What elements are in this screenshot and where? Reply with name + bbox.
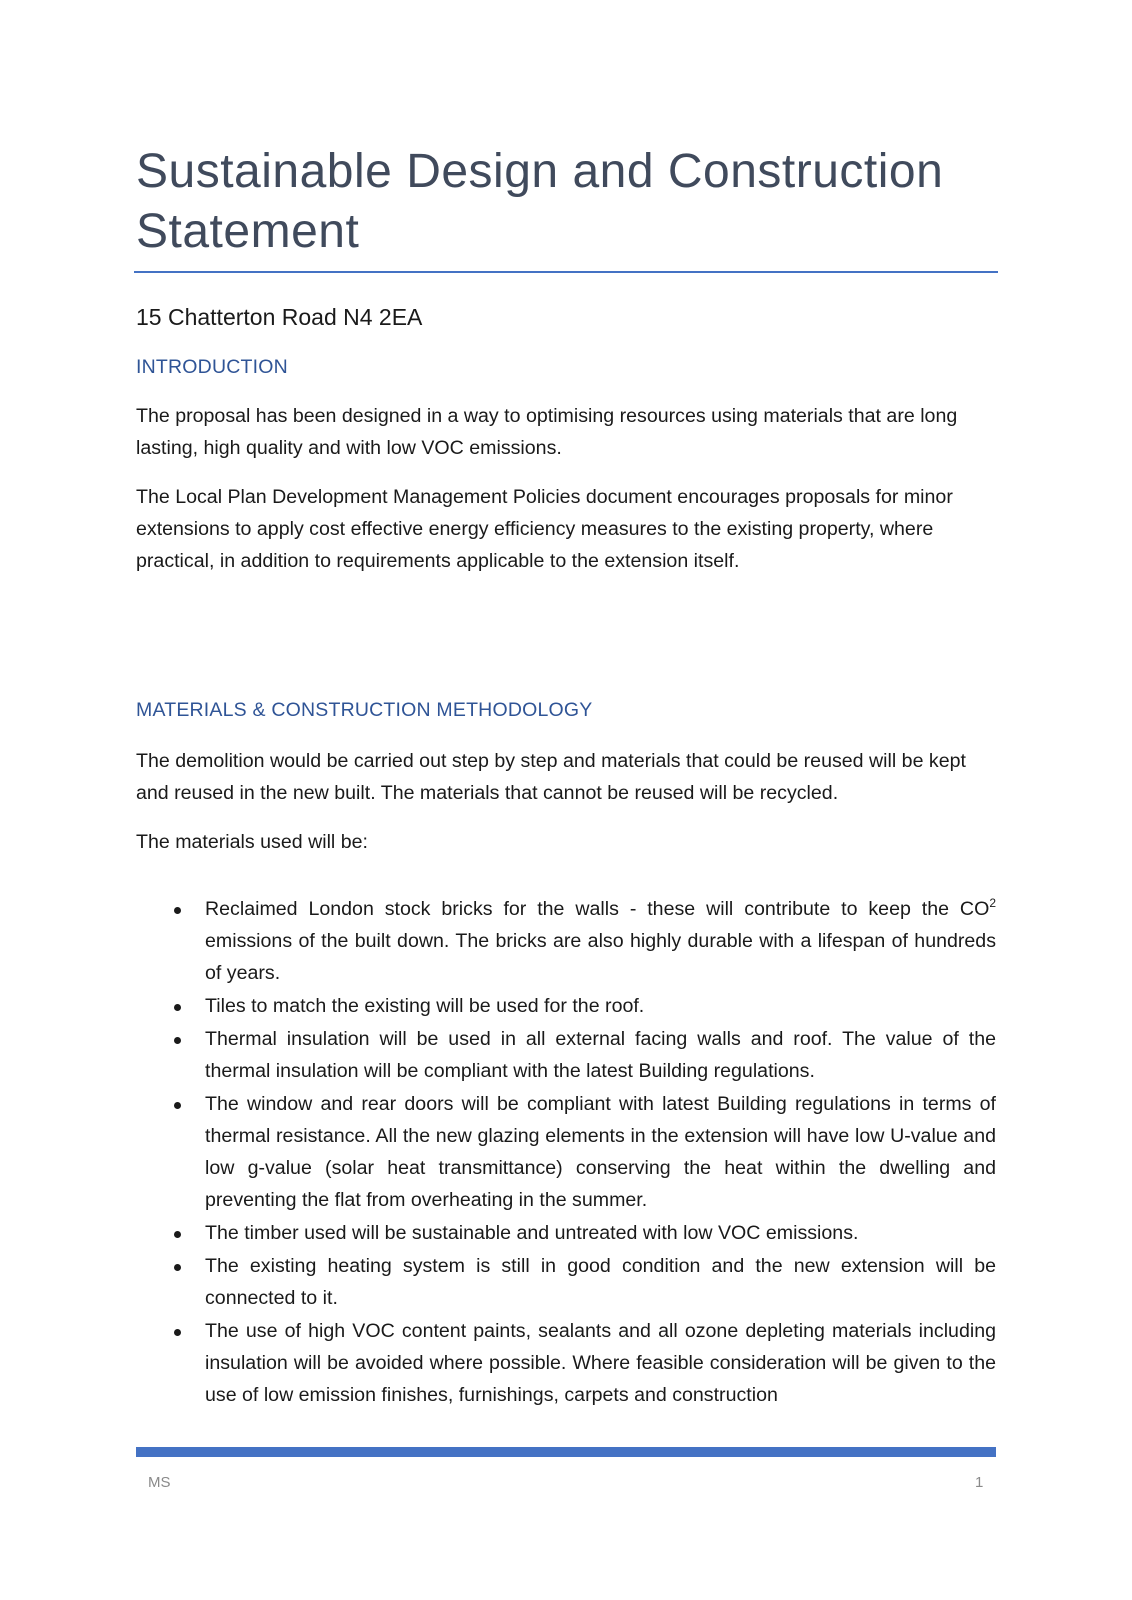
footer-divider xyxy=(136,1447,996,1457)
document-address: 15 Chatterton Road N4 2EA xyxy=(136,304,423,330)
footer-author: MS xyxy=(148,1474,171,1491)
list-item-text: Reclaimed London stock bricks for the walls - these will contribute to keep the CO xyxy=(205,898,990,920)
materials-list xyxy=(136,893,996,1412)
introduction-paragraph-2: The Local Plan Development Management Policies document encourages proposals for minor extensions to apply cost effective energy efficiency measures to the existing property, where practical, in addition to requirements applicable to the extension itself. xyxy=(136,486,953,572)
list-item xyxy=(136,893,996,989)
materials-heading: MATERIALS & CONSTRUCTION METHODOLOGY xyxy=(136,699,593,721)
bullet-icon xyxy=(174,1329,181,1336)
list-item-text: The timber used will be sustainable and untreated with low VOC emissions. xyxy=(205,1222,859,1244)
title-divider xyxy=(134,271,998,273)
list-item-text: The window and rear doors will be compliant with latest Building regulations in terms of thermal resistance. All the new glazing elements in the extension will have low U-value and low g-value (solar heat transmittance) conserving the heat within the dwelling and preventing the flat from overheating in the summer. xyxy=(205,1093,996,1211)
list-item-text: Thermal insulation will be used in all external facing walls and roof. The value of the thermal insulation will be compliant with the latest Building regulations. xyxy=(205,1028,996,1082)
list-item xyxy=(136,1217,996,1249)
document-title: Sustainable Design and Construction Statement xyxy=(136,145,944,258)
bullet-icon xyxy=(174,1102,181,1109)
list-item-text: The existing heating system is still in good condition and the new extension will be connected to it. xyxy=(205,1255,996,1309)
list-item xyxy=(136,990,996,1022)
list-item xyxy=(136,1250,996,1314)
introduction-heading: INTRODUCTION xyxy=(136,356,288,378)
list-item-text: Tiles to match the existing will be used for the roof. xyxy=(205,995,645,1017)
list-item-text: emissions of the built down. The bricks are also highly durable with a lifespan of hundreds of years. xyxy=(205,930,996,984)
list-item xyxy=(136,1315,996,1411)
materials-paragraph-2: The materials used will be: xyxy=(136,831,368,853)
bullet-icon xyxy=(174,907,181,914)
bullet-icon xyxy=(174,1037,181,1044)
bullet-icon xyxy=(174,1264,181,1271)
introduction-paragraph-1: The proposal has been designed in a way to optimising resources using materials that are long lasting, high quality and with low VOC emissions. xyxy=(136,405,958,459)
list-item xyxy=(136,1088,996,1216)
list-item xyxy=(136,1023,996,1087)
materials-paragraph-1: The demolition would be carried out step by step and materials that could be reused will be kept and reused in the new built. The materials that cannot be reused will be recycled. xyxy=(136,750,966,804)
superscript: 2 xyxy=(989,896,996,910)
list-item-text: The use of high VOC content paints, sealants and all ozone depleting materials including insulation will be avoided where possible. Where feasible consideration will be given to the use of low emission finishes, furnishings, carpets and construction xyxy=(205,1320,996,1406)
bullet-icon xyxy=(174,1231,181,1238)
page-number: 1 xyxy=(975,1474,984,1491)
bullet-icon xyxy=(174,1004,181,1011)
